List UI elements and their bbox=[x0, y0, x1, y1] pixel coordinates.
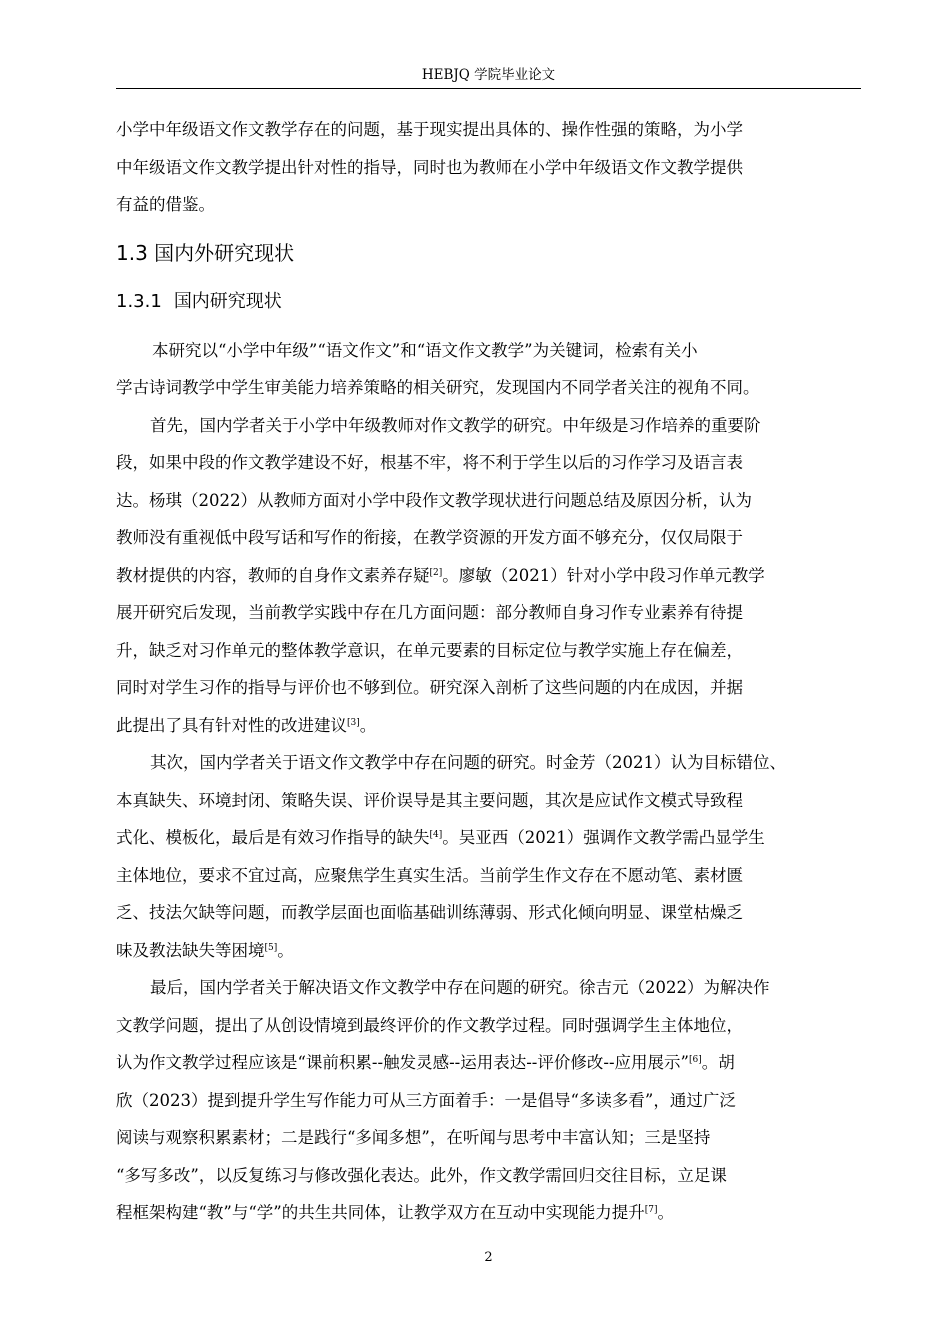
text-span: 。廖敏（2021）针对小学中段习作单元教学 bbox=[442, 565, 765, 585]
text-line bbox=[116, 819, 861, 857]
text-line: 教师没有重视低中段写话和写作的衔接，在教学资源的开发方面不够充分，仅仅局限于 bbox=[116, 528, 743, 547]
text-line: 段，如果中段的作文教学建设不好，根基不牢，将不利于学生以后的习作学习及语言表 bbox=[116, 453, 743, 472]
text-line: 展开研究后发现，当前教学实践中存在几方面问题：部分教师自身习作专业素养有待提 bbox=[116, 603, 743, 622]
citation-ref: [4] bbox=[429, 830, 443, 840]
text-span: 式化、模板化，最后是有效习作指导的缺失 bbox=[116, 828, 430, 847]
text-line: 最后，国内学者关于解决语文作文教学中存在问题的研究。徐吉元（2022）为解决作 bbox=[150, 978, 770, 997]
text-line: 文教学问题，提出了从创设情境到最终评价的作文教学过程。同时强调学生主体地位， bbox=[116, 1015, 743, 1035]
subsection-title: 国内研究现状 bbox=[173, 290, 282, 312]
text-line: 升，缺乏对习作单元的整体教学意识，在单元要素的目标定位与教学实施上存在偏差， bbox=[116, 640, 743, 660]
text-line: 达。杨琪（2022）从教师方面对小学中段作文教学现状进行问题总结及原因分析，认为 bbox=[116, 490, 752, 510]
citation-ref: [6] bbox=[688, 1055, 702, 1065]
paragraph-solutions bbox=[116, 969, 861, 1232]
section-heading: 1.3 国内外研究现状 bbox=[116, 240, 295, 265]
text-line: 学古诗词教学中学生审美能力培养策略的相关研究，发现国内不同学者关注的视角不同。 bbox=[116, 378, 760, 397]
text-span: 此提出了具有针对性的改进建议 bbox=[116, 715, 347, 735]
text-span: 。 bbox=[657, 1203, 674, 1222]
text-line: 其次，国内学者关于语文作文教学中存在问题的研究。时金芳（2021）认为目标错位、 bbox=[150, 753, 786, 772]
running-header: HEBJQ 学院毕业论文 bbox=[421, 67, 556, 83]
text-line: 主体地位，要求不宜过高，应聚焦学生真实生活。当前学生作文存在不愿动笔、素材匮 bbox=[116, 865, 743, 885]
paragraph-keywords bbox=[116, 332, 861, 407]
text-line: 小学中年级语文作文教学存在的问题，基于现实提出具体的、操作性强的策略，为小学 bbox=[116, 120, 743, 139]
text-line bbox=[116, 557, 861, 595]
text-line: 本研究以“小学中年级”“语文作文”和“语文作文教学”为关键词，检索有关小 bbox=[152, 340, 698, 360]
text-line bbox=[116, 932, 861, 970]
text-span: 。 bbox=[359, 715, 377, 735]
text-span: 教材提供的内容，教师的自身作文素养存疑 bbox=[116, 565, 430, 585]
text-span: 味及教法缺失等困境 bbox=[116, 940, 265, 960]
text-span: 。 bbox=[277, 940, 294, 960]
text-line bbox=[116, 1194, 861, 1232]
text-line: 乏、技法欠缺等问题，而教学层面也面临基础训练薄弱、形式化倾向明显、课堂枯燥乏 bbox=[116, 903, 743, 922]
text-line bbox=[116, 707, 861, 745]
text-line: 有益的借鉴。 bbox=[116, 195, 215, 214]
citation-ref: [7] bbox=[644, 1205, 658, 1215]
text-line: 欣（2023）提到提升学生写作能力可从三方面着手：一是倡导“多读多看”，通过广泛 bbox=[116, 1090, 736, 1110]
intro-paragraph bbox=[116, 111, 861, 224]
text-line bbox=[116, 1044, 861, 1082]
text-span: 。吴亚西（2021）强调作文教学需凸显学生 bbox=[442, 828, 765, 847]
text-span: 程框架构建“教”与“学”的共生共同体，让教学双方在互动中实现能力提升 bbox=[116, 1203, 645, 1222]
citation-ref: [5] bbox=[264, 942, 278, 953]
text-line: 本真缺失、环境封闭、策略失误、评价误导是其主要问题，其次是应试作文模式导致程 bbox=[116, 790, 743, 810]
text-line: 首先，国内学者关于小学中年级教师对作文教学的研究。中年级是习作培养的重要阶 bbox=[150, 415, 761, 435]
page-number: 2 bbox=[484, 1250, 493, 1265]
paragraph-problems bbox=[116, 744, 861, 969]
page-body bbox=[116, 111, 861, 1232]
text-line: 阅读与观察积累素材；二是践行“多闻多想”，在听闻与思考中丰富认知；三是坚持 bbox=[116, 1128, 711, 1147]
text-span: 认为作文教学过程应该是“课前积累--触发灵感--运用表达--评价修改--应用展示” bbox=[116, 1053, 689, 1072]
header-rule bbox=[116, 88, 861, 89]
citation-ref: [2] bbox=[429, 567, 443, 578]
paragraph-teachers bbox=[116, 407, 861, 745]
citation-ref: [3] bbox=[347, 717, 360, 728]
text-line: 同时对学生习作的指导与评价也不够到位。研究深入剖析了这些问题的内在成因，并据 bbox=[116, 678, 743, 697]
text-line: “多写多改”，以反复练习与修改强化表达。此外，作文教学需回归交往目标，立足课 bbox=[116, 1165, 727, 1185]
text-line: 中年级语文作文教学提出针对性的指导，同时也为教师在小学中年级语文作文教学提供 bbox=[116, 157, 743, 177]
subsection-heading bbox=[116, 289, 861, 315]
subsection-number: 1.3.1 bbox=[116, 290, 162, 312]
text-span: 。胡 bbox=[701, 1053, 735, 1072]
